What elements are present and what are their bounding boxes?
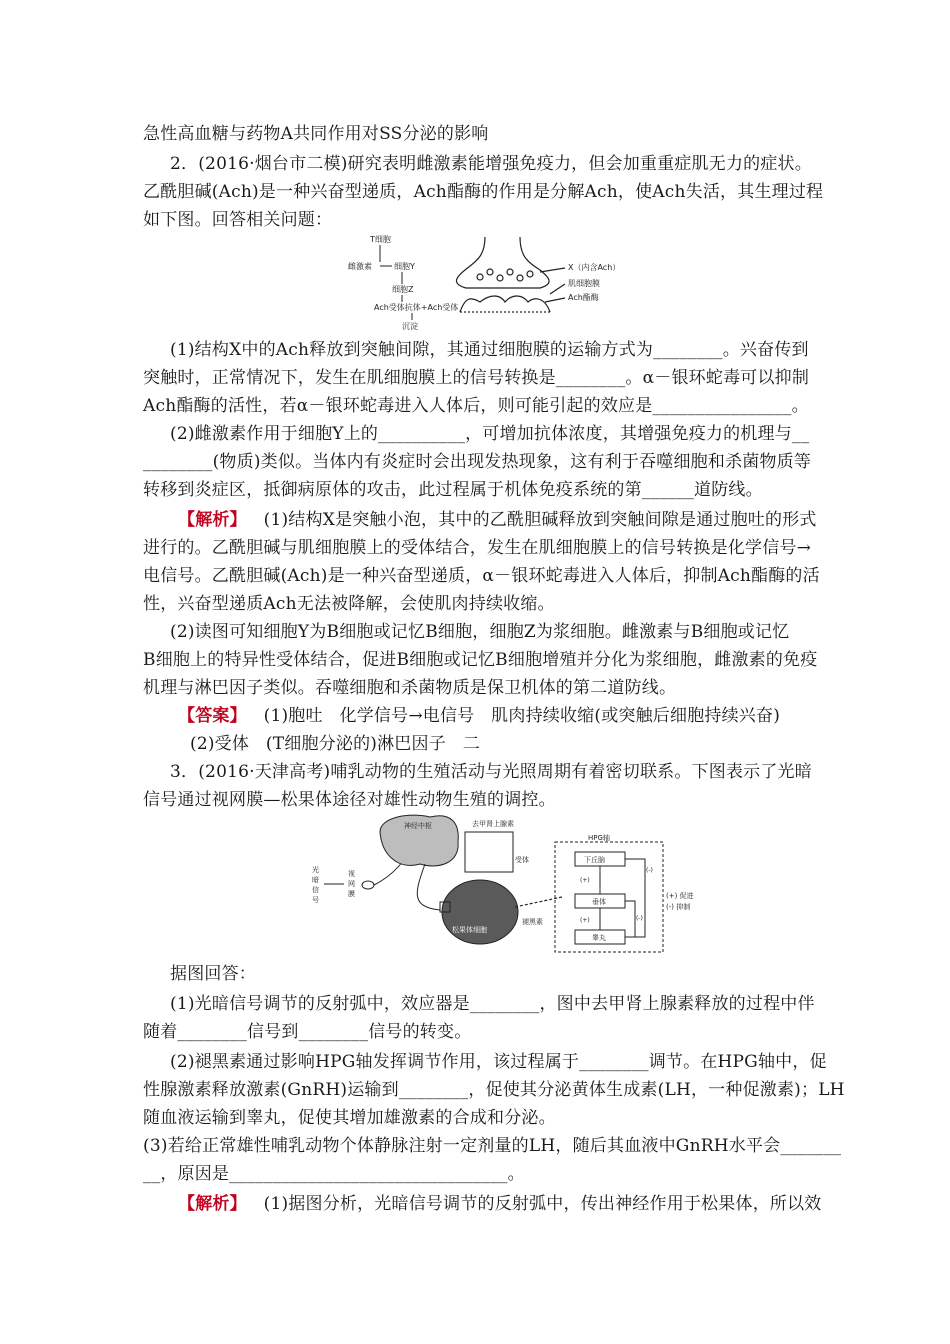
text-line: 随着________信号到________信号的转变。 — [143, 1022, 472, 1042]
text-line: 急性高血糖与药物A共同作用对SS分泌的影响 — [143, 124, 489, 144]
fig2-hpg: HPG轴 — [588, 834, 610, 842]
pineal-cell — [442, 880, 518, 944]
fig2-testis: 睾丸 — [592, 934, 606, 942]
analysis-line — [178, 510, 817, 530]
fig1-cell-y: 细胞Y — [394, 262, 415, 271]
text-line: (3)若给正常雄性哺乳动物个体静脉注射一定剂量的LH，随后其血液中GnRH水平会_______ — [143, 1136, 842, 1156]
text-line: 电信号。乙酰胆碱(Ach)是一种兴奋型递质，α－银环蛇毒进入人体后，抑制Ach酯酶的活 — [143, 566, 820, 586]
text-line: 突触时，正常情况下，发生在肌细胞膜上的信号转换是________。α－银环蛇毒可以抑制 — [143, 368, 810, 388]
text-line: (1)结构X中的Ach释放到突触间隙，其通过细胞膜的运输方式为________。兴奋传到 — [170, 340, 809, 360]
fig2-plus-2: (+) — [580, 917, 590, 924]
text-line: (2)褪黑素通过影响HPG轴发挥调节作用，该过程属于________调节。在HPG轴中，促 — [170, 1052, 827, 1072]
text-line: (1)光暗信号调节的反射弧中，效应器是________，图中去甲肾上腺素释放的过程中伴 — [170, 994, 815, 1014]
text-line: 性，兴奋型递质Ach无法被降解，会使肌肉持续收缩。 — [143, 594, 555, 614]
text-line: (2)受体 (T细胞分泌的)淋巴因子 二 — [190, 734, 480, 754]
synapse-figure — [340, 232, 630, 332]
text-line: Ach酯酶的活性，若α－银环蛇毒进入人体后，则可能引起的效应是________________。 — [143, 396, 809, 416]
answer-tag: 【答案】 — [178, 706, 247, 726]
fig2-pineal: 松果体细胞 — [452, 926, 487, 934]
analysis-text: (1)据图分析，光暗信号调节的反射弧中，传出神经作用于松果体，所以效 — [246, 1194, 822, 1214]
answer-line — [178, 706, 780, 726]
text-line: 机理与淋巴因子类似。吞噬细胞和杀菌物质是保卫机体的第二道防线。 — [143, 678, 677, 698]
question-3-stem: 3．(2016·天津高考)哺乳动物的生殖活动与光照周期有着密切联系。下图表示了光暗 — [170, 762, 812, 782]
fig1-precip: 沉淀 — [402, 322, 418, 331]
analysis-line — [178, 1194, 822, 1214]
text-line: __，原因是________________________________。 — [143, 1164, 525, 1184]
text-line: 进行的。乙酰胆碱与肌细胞膜上的受体结合，发生在肌细胞膜上的信号转换是化学信号→ — [143, 538, 812, 558]
text-line: ________(物质)类似。当体内有炎症时会出现发热现象，这有利于吞噬细胞和杀菌物质等 — [143, 452, 812, 472]
text-line: 随血液运输到睾丸，促使其增加雄激素的合成和分泌。 — [143, 1108, 556, 1128]
synapse-inset — [465, 832, 513, 872]
text-line: 如下图。回答相关问题： — [143, 210, 333, 230]
fig1-complex: Ach受体抗体+Ach受体 — [374, 303, 459, 312]
fig2-minus-2: (-) — [636, 915, 643, 922]
text-line: 性腺激素释放激素(GnRH)运输到________，促使其分泌黄体生成素(LH，一种促激素)；LH — [143, 1080, 845, 1100]
text-line: 信号通过视网膜—松果体途径对雄性动物生殖的调控。 — [143, 790, 556, 810]
fig2-pituitary: 垂体 — [592, 898, 606, 906]
text-line: (2)读图可知细胞Y为B细胞或记忆B细胞，细胞Z为浆细胞。雌激素与B细胞或记忆 — [170, 622, 790, 642]
eye-icon — [362, 881, 374, 889]
analysis-text: (1)结构X是突触小泡，其中的乙酰胆碱释放到突触间隙是通过胞吐的形式 — [246, 510, 817, 530]
fig2-legend-inhibit: (-) 抑制 — [666, 903, 691, 911]
text-line: B细胞上的特异性受体结合，促进B细胞或记忆B细胞增殖并分化为浆细胞，雌激素的免疫 — [143, 650, 818, 670]
fig1-cell-z: 细胞Z — [392, 285, 414, 294]
fig2-minus-1: (-) — [646, 867, 653, 874]
fig2-light-label: 光暗信号 — [312, 866, 319, 904]
question-2-stem: 2．(2016·烟台市二模)研究表明雌激素能增强免疫力，但会加重重症肌无力的症状。 — [170, 154, 812, 174]
fig2-melatonin: 褪黑素 — [522, 918, 543, 926]
text-line: 乙酰胆碱(Ach)是一种兴奋型递质，Ach酯酶的作用是分解Ach，使Ach失活，其生理过程 — [143, 182, 824, 202]
pineal-hpg-figure — [300, 812, 710, 957]
fig2-hypothal: 下丘脑 — [584, 856, 605, 864]
text-line: (2)雌激素作用于细胞Y上的__________，可增加抗体浓度，其增强免疫力的机理与__ — [170, 424, 810, 444]
fig2-center: 神经中枢 — [404, 822, 432, 830]
synapse-drawing — [456, 237, 565, 312]
fig1-x-label: X（内含Ach） — [568, 263, 621, 272]
fig1-t-cell: T细胞 — [370, 235, 391, 244]
fig2-retina-label: 视网膜 — [348, 870, 355, 898]
fig1-estrogen: 雌激素 — [348, 262, 372, 271]
fig2-plus-1: (+) — [580, 877, 590, 884]
analysis-tag: 【解析】 — [178, 1194, 247, 1214]
fig2-ne: 去甲肾上腺素 — [472, 820, 514, 828]
fig2-receptor: 受体 — [515, 856, 529, 864]
analysis-tag: 【解析】 — [178, 510, 247, 530]
text-line: 转移到炎症区，抵御病原体的攻击，此过程属于机体免疫系统的第______道防线。 — [143, 480, 763, 500]
answer-text: (1)胞吐 化学信号→电信号 肌肉持续收缩(或突触后细胞持续兴奋) — [246, 706, 781, 726]
fig2-legend-promote: (+) 促进 — [666, 892, 694, 900]
text-line: 据图回答： — [170, 964, 256, 984]
fig1-membrane: 肌细胞膜 — [568, 279, 600, 288]
fig1-enzyme: Ach酯酶 — [568, 293, 599, 302]
